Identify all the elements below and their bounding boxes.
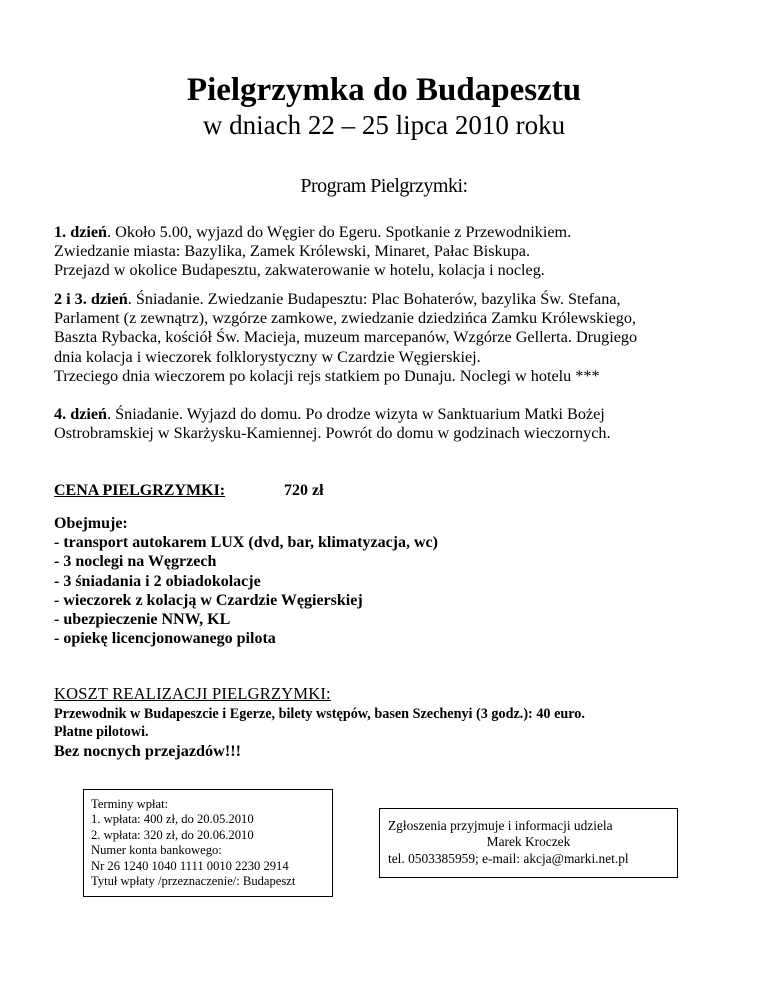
costs-heading-colon: : [326, 684, 331, 703]
payment-line: Numer konta bankowego: [91, 843, 222, 858]
day-4-line-1: 4. dzień. Śniadanie. Wyjazd do domu. Po drodze wizyta w Sanktuarium Matki Bożej [54, 405, 605, 423]
day-1-label: 1. dzień [54, 223, 108, 241]
day-2-3-line-2: Parlament (z zewnątrz), wzgórze zamkowe, zwiedzanie dziedzińca Zamku Królewskiego, [54, 309, 637, 328]
payment-line: Tytuł wpłaty /przeznaczenie/: Budapeszt [91, 874, 296, 889]
day-2-3-line-4: dnia kolacja i wieczorek folklorystyczny w Czardzie Węgierskiej. [54, 347, 481, 366]
day-1-paragraph [54, 223, 734, 281]
contact-line-3: tel. 0503385959; e-mail: akcja@marki.net.pl [388, 850, 629, 866]
program-heading: Program Pielgrzymki: [300, 175, 468, 197]
day-4-line-2: Ostrobramskiej w Skarżysku-Kamiennej. Powrót do domu w godzinach wieczornych. [54, 424, 611, 443]
day-4-label: 4. dzień [54, 405, 108, 423]
costs-line-3: Bez nocnych przejazdów!!! [54, 742, 242, 760]
includes-heading: Obejmuje: [54, 515, 128, 532]
payment-line: Terminy wpłat: [91, 797, 169, 811]
costs-details [54, 705, 585, 762]
payment-line: Nr 26 1240 1040 1111 0010 2230 2914 [91, 858, 289, 873]
day-1-line-3: Przejazd w okolice Budapesztu, zakwaterowanie w hotelu, kolacja i nocleg. [54, 261, 545, 280]
day-2-3-line-3: Baszta Rybacka, kościół Św. Macieja, muzeum marcepanów, Wzgórze Gellerta. Drugiego [54, 328, 638, 347]
day-2-3-label: 2 i 3. dzień [54, 290, 128, 308]
costs-line-2: Płatne pilotowi. [54, 724, 149, 740]
payment-info-box [83, 789, 333, 897]
day-1-line-2: Zwiedzanie miasta: Bazylika, Zamek Królewski, Minaret, Pałac Biskupa. [54, 242, 531, 261]
price-row [54, 481, 324, 500]
page-title: Pielgrzymka do Budapesztu [186, 72, 582, 108]
day-2-3-line-1: 2 i 3. dzień. Śniadanie. Zwiedzanie Budapesztu: Plac Bohaterów, bazylika Św. Stefana, [54, 290, 621, 308]
day-2-3-line-5: Trzeciego dnia wieczorem po kolacji rejs statkiem po Dunaju. Noclegi w hotelu *** [54, 366, 600, 385]
day-2-3-paragraph [54, 290, 734, 386]
contact-box [379, 808, 678, 878]
contact-name: Marek Kroczek [486, 834, 571, 850]
includes-item: - 3 śniadania i 2 obiadokolacje [54, 572, 261, 590]
contact-line-1: Zgłoszenia przyjmuje i informacji udziela [388, 818, 613, 833]
includes-item: - ubezpieczenie NNW, KL [54, 611, 231, 629]
costs-heading: KOSZT REALIZACJI PIELGRZYMKI: [54, 684, 331, 703]
includes-item: - wieczorek z kolacją w Czardzie Węgierskiej [54, 591, 363, 609]
includes-item: - 3 noclegi na Węgrzech [54, 553, 217, 571]
price-label: CENA PIELGRZYMKI: [54, 482, 226, 499]
payment-line: 1. wpłata: 400 zł, do 20.05.2010 [91, 812, 254, 827]
day-1-line-1: 1. dzień. Około 5.00, wyjazd do Węgier do Egeru. Spotkanie z Przewodnikiem. [54, 223, 572, 241]
payment-line: 2. wpłata: 320 zł, do 20.06.2010 [91, 827, 254, 842]
includes-item: - transport autokarem LUX (dvd, bar, klimatyzacja, wc) [54, 534, 438, 552]
costs-line-1: Przewodnik w Budapeszcie i Egerze, bilety wstępów, basen Szechenyi (3 godz.): 40 euro. [54, 706, 585, 722]
price-value: 720 zł [284, 482, 324, 499]
page-subtitle: w dniach 22 – 25 lipca 2010 roku [202, 110, 566, 140]
day-4-paragraph [54, 405, 734, 443]
includes-item: - opiekę licencjonowanego pilota [54, 630, 276, 648]
includes-list [54, 514, 438, 648]
